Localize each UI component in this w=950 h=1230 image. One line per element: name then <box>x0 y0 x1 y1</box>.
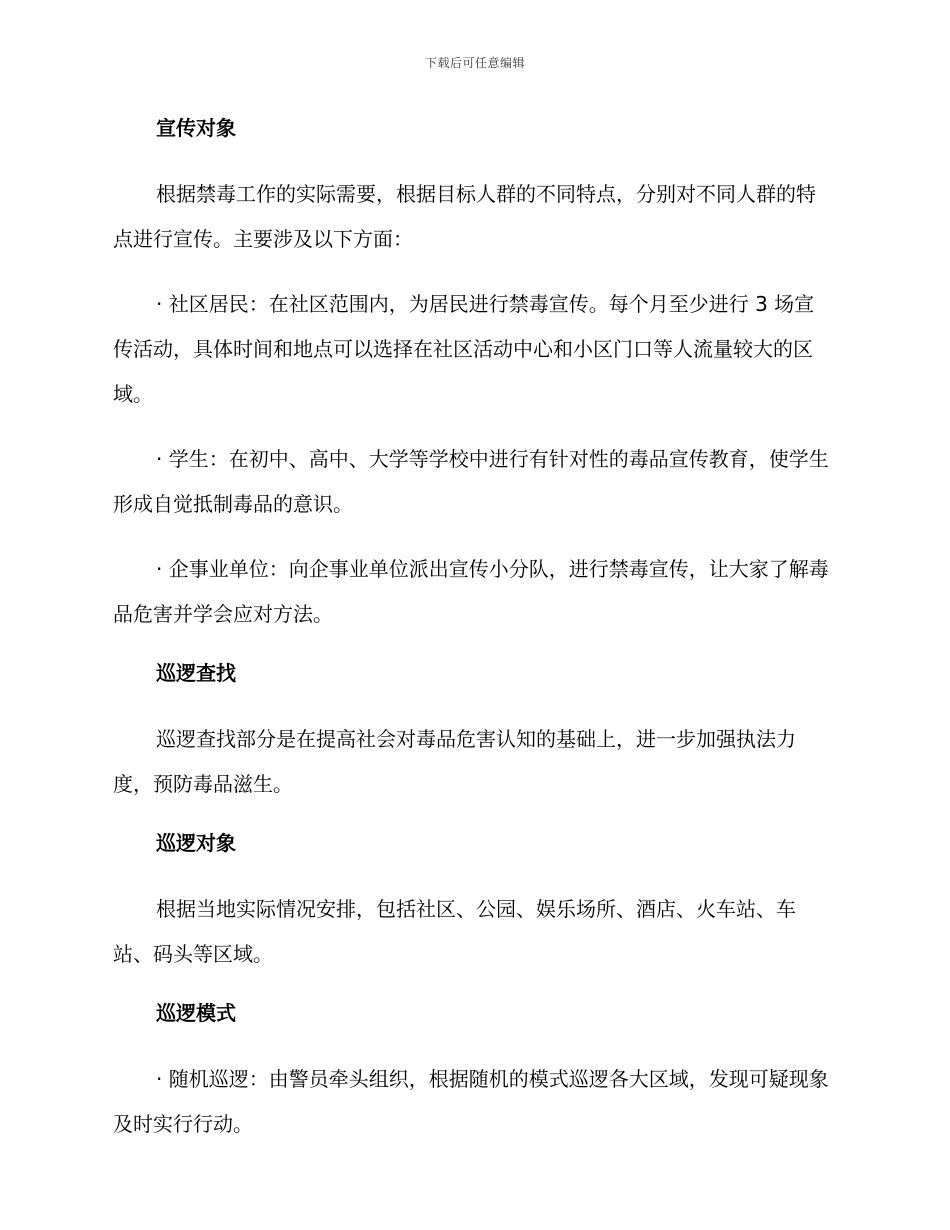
page-header-note: 下载后可任意编辑 <box>424 56 525 70</box>
list-item-students: · 学生：在初中、高中、大学等学校中进行有针对性的毒品宣传教育，使学生形成自觉抵制毒品的意识。 <box>113 447 829 516</box>
heading-patrol-search: 巡逻查找 <box>156 661 236 685</box>
list-item-community-residents: · 社区居民：在社区范围内，为居民进行禁毒宣传。每个月至少进行 3 场宣传活动，具体时间和地点可以选择在社区活动中心和小区门口等人流量较大的区域。 <box>113 292 815 406</box>
paragraph-publicity-intro: 根据禁毒工作的实际需要，根据目标人群的不同特点，分别对不同人群的特点进行宣传。主要涉及以下方面： <box>113 182 816 251</box>
heading-patrol-target: 巡逻对象 <box>156 831 236 855</box>
list-item-random-patrol: · 随机巡逻：由警员牵头组织，根据随机的模式巡逻各大区域，发现可疑现象及时实行行动。 <box>113 1067 829 1136</box>
document-body <box>113 112 833 1167</box>
paragraph-patrol-search: 巡逻查找部分是在提高社会对毒品危害认知的基础上，进一步加强执法力度，预防毒品滋生。 <box>113 727 796 796</box>
paragraph-patrol-target: 根据当地实际情况安排，包括社区、公园、娱乐场所、酒店、火车站、车站、码头等区域。 <box>113 897 796 966</box>
list-item-enterprises: · 企事业单位：向企事业单位派出宣传小分队，进行禁毒宣传，让大家了解毒品危害并学会应对方法。 <box>113 557 829 626</box>
heading-publicity-target: 宣传对象 <box>156 116 236 140</box>
heading-patrol-mode: 巡逻模式 <box>156 1001 236 1025</box>
